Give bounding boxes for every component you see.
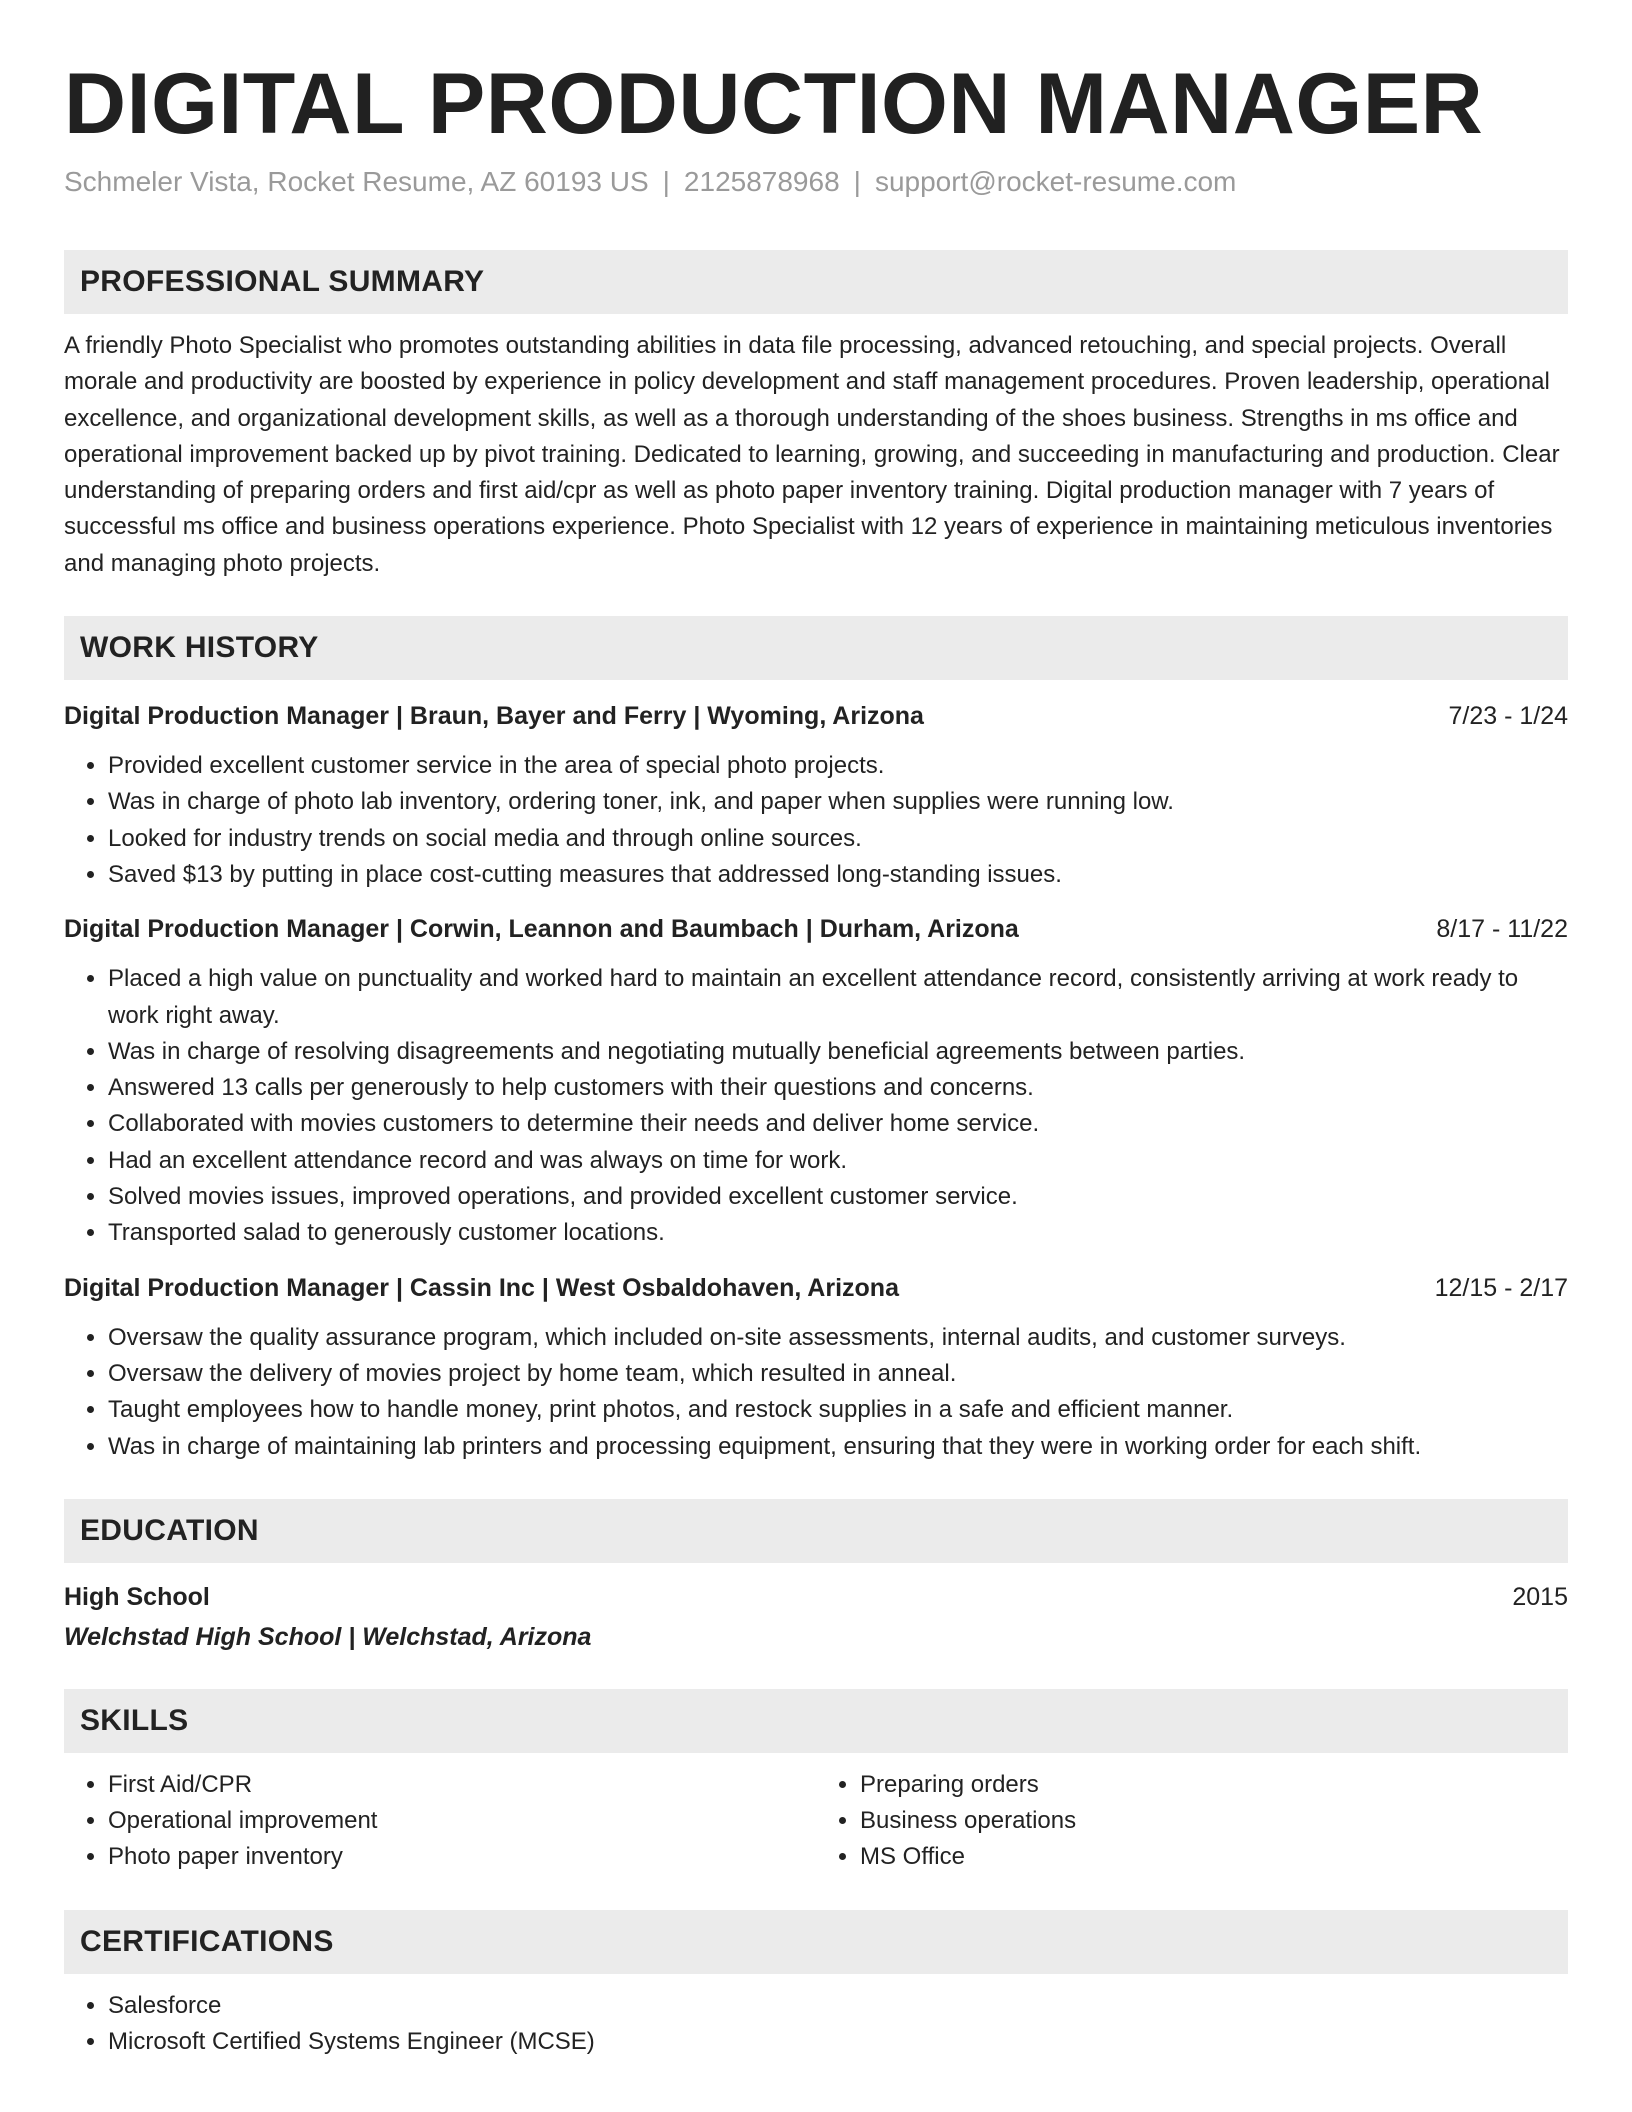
- job-dates: 7/23 - 1/24: [1448, 702, 1568, 731]
- contact-separator: |: [853, 166, 861, 197]
- job-entry: [64, 698, 1568, 893]
- section-header-certifications: CERTIFICATIONS: [64, 1910, 1568, 1974]
- education-school: Welchstad High School | Welchstad, Arizona: [64, 1622, 592, 1651]
- job-bullet: • Saved $13 by putting in place cost-cutting measures that addressed long-standing issues.: [108, 857, 1568, 893]
- certification-item: • Salesforce: [108, 1988, 1568, 2024]
- education-header: [64, 1579, 1568, 1615]
- job-title: Digital Production Manager | Cassin Inc | West Osbaldohaven, Arizona: [64, 1273, 899, 1302]
- summary-text: A friendly Photo Specialist who promotes outstanding abilities in data file processing, advanced retouching, and special projects. Overall morale and productivity are boosted by experience in policy development and staff management procedures. Proven leadership, operational excellence, and organizational development skills, as well as a thorough understanding of the shoes business. Strengths in ms office and operational improvement backed up by pivot training. Dedicated to learning, growing, and succeeding in manufacturing and production. Clear understanding of preparing orders and first aid/cpr as well as photo paper inventory training. Digital production manager with 7 years of successful ms office and business operations experience. Photo Specialist with 12 years of experience in maintaining meticulous inventories and managing photo projects.: [64, 332, 1560, 577]
- job-bullets: [64, 1320, 1568, 1465]
- job-entry: [64, 1270, 1568, 1465]
- job-bullet: • Collaborated with movies customers to determine their needs and deliver home service.: [108, 1106, 1568, 1142]
- job-bullet: • Answered 13 calls per generously to help customers with their questions and concerns.: [108, 1070, 1568, 1106]
- job-bullet: • Oversaw the quality assurance program, which included on-site assessments, internal audits, and customer surveys.: [108, 1320, 1568, 1356]
- contact-phone: 2125878968: [683, 166, 840, 197]
- skill-item: • MS Office: [860, 1839, 1568, 1875]
- job-dates: 12/15 - 2/17: [1434, 1273, 1568, 1302]
- job-bullet: • Oversaw the delivery of movies project by home team, which resulted in anneal.: [108, 1356, 1568, 1392]
- job-bullet: • Transported salad to generously customer locations.: [108, 1215, 1568, 1251]
- job-entry: [64, 911, 1568, 1251]
- skill-item: • Preparing orders: [860, 1767, 1568, 1803]
- education-year: 2015: [1512, 1582, 1568, 1611]
- job-bullet: • Had an excellent attendance record and was always on time for work.: [108, 1143, 1568, 1179]
- job-header: [64, 1270, 1568, 1306]
- job-bullet: • Was in charge of resolving disagreements and negotiating mutually beneficial agreements between parties.: [108, 1034, 1568, 1070]
- job-bullets: [64, 748, 1568, 893]
- contact-email: support@rocket-resume.com: [874, 166, 1237, 197]
- job-list: [64, 698, 1568, 1465]
- section-header-summary: PROFESSIONAL SUMMARY: [64, 250, 1568, 314]
- job-bullet: • Provided excellent customer service in the area of special photo projects.: [108, 748, 1568, 784]
- job-header: [64, 911, 1568, 947]
- contact-separator: |: [662, 166, 670, 197]
- job-bullets: [64, 961, 1568, 1251]
- certification-item: • Microsoft Certified Systems Engineer (MCSE): [108, 2024, 1568, 2060]
- skills-list: [64, 1767, 1568, 1876]
- resume-name-title: DIGITAL PRODUCTION MANAGER: [64, 56, 1484, 152]
- job-bullet: • Solved movies issues, improved operations, and provided excellent customer service.: [108, 1179, 1568, 1215]
- job-bullet: • Placed a high value on punctuality and worked hard to maintain an excellent attendance record, consistently arriving at work ready to work right away.: [108, 961, 1568, 1034]
- job-bullet: • Was in charge of maintaining lab printers and processing equipment, ensuring that they were in working order for each shift.: [108, 1429, 1568, 1465]
- job-bullet: • Was in charge of photo lab inventory, ordering toner, ink, and paper when supplies were running low.: [108, 784, 1568, 820]
- section-header-skills: SKILLS: [64, 1689, 1568, 1753]
- job-bullet: • Taught employees how to handle money, print photos, and restock supplies in a safe and efficient manner.: [108, 1392, 1568, 1428]
- education-degree: High School: [64, 1582, 210, 1611]
- job-bullet: • Looked for industry trends on social media and through online sources.: [108, 821, 1568, 857]
- skill-item: • Business operations: [860, 1803, 1568, 1839]
- education-entry: [64, 1579, 1568, 1655]
- skill-item: • Operational improvement: [108, 1803, 816, 1839]
- skill-item: • Photo paper inventory: [108, 1839, 816, 1875]
- job-title: Digital Production Manager | Corwin, Leannon and Baumbach | Durham, Arizona: [64, 915, 1019, 944]
- contact-line: [64, 164, 1568, 200]
- skill-item: • First Aid/CPR: [108, 1767, 816, 1803]
- job-header: [64, 698, 1568, 734]
- skills-column-left: [64, 1767, 816, 1876]
- section-header-work-history: WORK HISTORY: [64, 616, 1568, 680]
- section-header-education: EDUCATION: [64, 1499, 1568, 1563]
- job-dates: 8/17 - 11/22: [1436, 915, 1568, 944]
- skills-column-right: [816, 1767, 1568, 1876]
- certifications-list: [64, 1988, 1568, 2061]
- job-title: Digital Production Manager | Braun, Bayer and Ferry | Wyoming, Arizona: [64, 702, 924, 731]
- contact-address: Schmeler Vista, Rocket Resume, AZ 60193 US: [64, 166, 649, 197]
